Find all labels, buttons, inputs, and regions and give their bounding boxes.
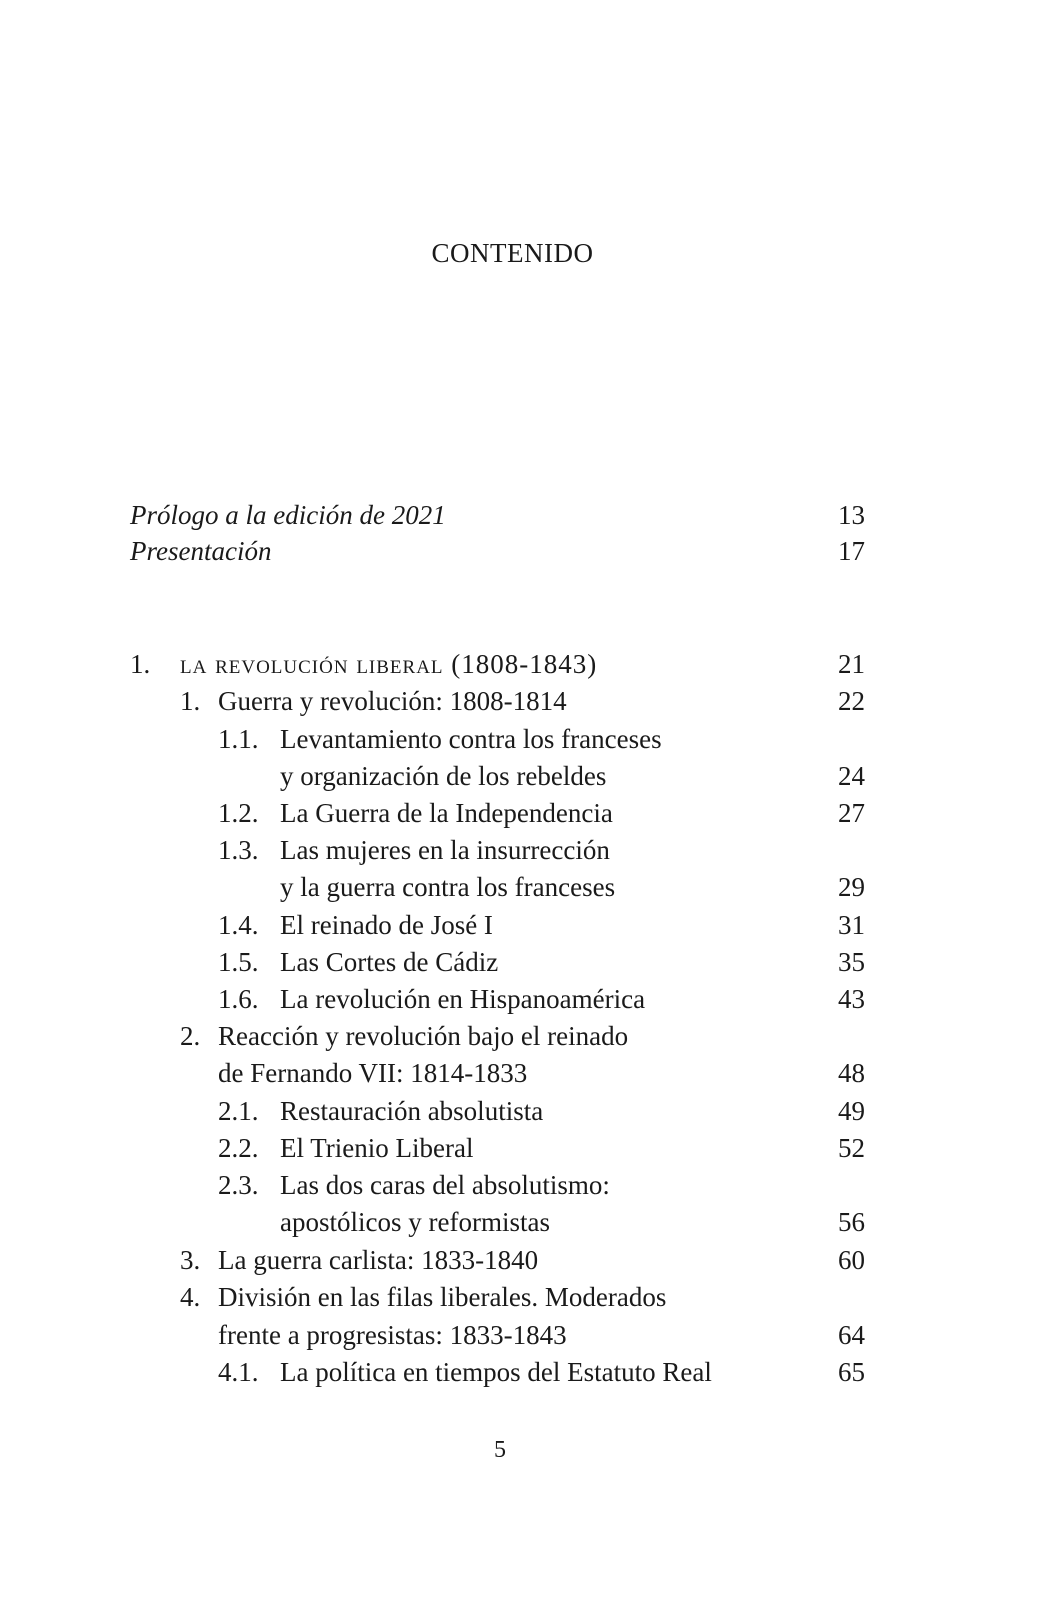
toc-subsection-2-2 bbox=[0, 1130, 1045, 1167]
toc-subsection-2-3 bbox=[0, 1167, 1045, 1204]
toc-subsection-text: El reinado de José I bbox=[280, 910, 493, 940]
toc-section-2-cont bbox=[0, 1055, 1045, 1092]
toc-chapter-text: la revolución liberal (1808-1843) bbox=[180, 649, 598, 679]
toc-subsection-number: 1.2. bbox=[218, 798, 259, 828]
toc-subsection-page: 43 bbox=[838, 984, 865, 1014]
page-number: 5 bbox=[494, 1437, 506, 1463]
toc-section-text-cont: frente a progresistas: 1833-1843 bbox=[218, 1320, 567, 1350]
toc-subsection-text: El Trienio Liberal bbox=[280, 1133, 474, 1163]
toc-subsection-page: 24 bbox=[838, 761, 865, 791]
toc-section-number: 4. bbox=[180, 1282, 201, 1312]
toc-subsection-text-cont: y organización de los rebeldes bbox=[280, 761, 607, 791]
toc-subsection-text: La Guerra de la Independencia bbox=[280, 798, 613, 828]
toc-chapter-page: 21 bbox=[838, 649, 865, 679]
toc-chapter-1 bbox=[0, 646, 1045, 683]
toc-entry-page: 17 bbox=[838, 536, 865, 566]
toc-subsection-number: 1.3. bbox=[218, 835, 259, 865]
toc-subsection-number: 1.5. bbox=[218, 947, 259, 977]
toc-subsection-1-3-cont bbox=[0, 869, 1045, 906]
toc-section-text: Guerra y revolución: 1808-1814 bbox=[218, 686, 567, 716]
toc-subsection-page: 31 bbox=[838, 910, 865, 940]
toc-subsection-1-1-cont bbox=[0, 758, 1045, 795]
toc-subsection-page: 65 bbox=[838, 1357, 865, 1387]
toc-section-page: 22 bbox=[838, 686, 865, 716]
toc-subsection-page: 29 bbox=[838, 872, 865, 902]
toc-subsection-number: 1.1. bbox=[218, 724, 259, 754]
toc-subsection-1-2 bbox=[0, 795, 1045, 832]
toc-section-page: 64 bbox=[838, 1320, 865, 1350]
toc-subsection-page: 35 bbox=[838, 947, 865, 977]
toc-chapter-number: 1. bbox=[130, 649, 151, 679]
toc-subsection-page: 52 bbox=[838, 1133, 865, 1163]
toc-subsection-number: 1.4. bbox=[218, 910, 259, 940]
toc-entry-presentacion bbox=[0, 533, 1045, 570]
toc-subsection-2-1 bbox=[0, 1093, 1045, 1130]
toc-subsection-page: 27 bbox=[838, 798, 865, 828]
toc-subsection-page: 49 bbox=[838, 1096, 865, 1126]
toc-subsection-number: 4.1. bbox=[218, 1357, 259, 1387]
toc-subsection-text-cont: y la guerra contra los franceses bbox=[280, 872, 616, 902]
toc-section-page: 48 bbox=[838, 1058, 865, 1088]
toc-section-text: Reacción y revolución bajo el reinado bbox=[218, 1021, 629, 1051]
page-title: CONTENIDO bbox=[431, 238, 594, 268]
toc-section-4-cont bbox=[0, 1317, 1045, 1354]
toc-subsection-1-5 bbox=[0, 944, 1045, 981]
toc-section-text: La guerra carlista: 1833-1840 bbox=[218, 1245, 539, 1275]
toc-entry-text: Presentación bbox=[130, 536, 272, 566]
toc-section-3 bbox=[0, 1242, 1045, 1279]
toc-subsection-text-cont: apostólicos y reformistas bbox=[280, 1207, 550, 1237]
toc-subsection-1-4 bbox=[0, 907, 1045, 944]
toc-entry-text: Prólogo a la edición de 2021 bbox=[130, 500, 446, 530]
toc-section-1 bbox=[0, 683, 1045, 720]
toc-subsection-text: Restauración absolutista bbox=[280, 1096, 544, 1126]
toc-subsection-2-3-cont bbox=[0, 1204, 1045, 1241]
toc-section-page: 60 bbox=[838, 1245, 865, 1275]
toc-subsection-1-1 bbox=[0, 721, 1045, 758]
toc-section-text-cont: de Fernando VII: 1814-1833 bbox=[218, 1058, 528, 1088]
toc-section-number: 2. bbox=[180, 1021, 201, 1051]
toc-subsection-1-6 bbox=[0, 981, 1045, 1018]
toc-subsection-text: La revolución en Hispanoamérica bbox=[280, 984, 646, 1014]
toc-section-2 bbox=[0, 1018, 1045, 1055]
toc-subsection-page: 56 bbox=[838, 1207, 865, 1237]
toc-subsection-number: 2.3. bbox=[218, 1170, 259, 1200]
toc-section-4 bbox=[0, 1279, 1045, 1316]
toc-subsection-number: 2.1. bbox=[218, 1096, 259, 1126]
toc-subsection-4-1 bbox=[0, 1354, 1045, 1391]
toc-subsection-text: Las Cortes de Cádiz bbox=[280, 947, 499, 977]
toc-entry-prologo bbox=[0, 497, 1045, 534]
toc-section-number: 3. bbox=[180, 1245, 201, 1275]
toc-subsection-1-3 bbox=[0, 832, 1045, 869]
toc-subsection-text: Las mujeres en la insurrección bbox=[280, 835, 610, 865]
toc-subsection-text: Las dos caras del absolutismo: bbox=[280, 1170, 610, 1200]
toc-subsection-number: 1.6. bbox=[218, 984, 259, 1014]
toc-subsection-text: Levantamiento contra los franceses bbox=[280, 724, 662, 754]
toc-subsection-text: La política en tiempos del Estatuto Real bbox=[280, 1357, 712, 1387]
toc-entry-page: 13 bbox=[838, 500, 865, 530]
toc-subsection-number: 2.2. bbox=[218, 1133, 259, 1163]
toc-section-number: 1. bbox=[180, 686, 201, 716]
toc-section-text: División en las filas liberales. Moderados bbox=[218, 1282, 667, 1312]
